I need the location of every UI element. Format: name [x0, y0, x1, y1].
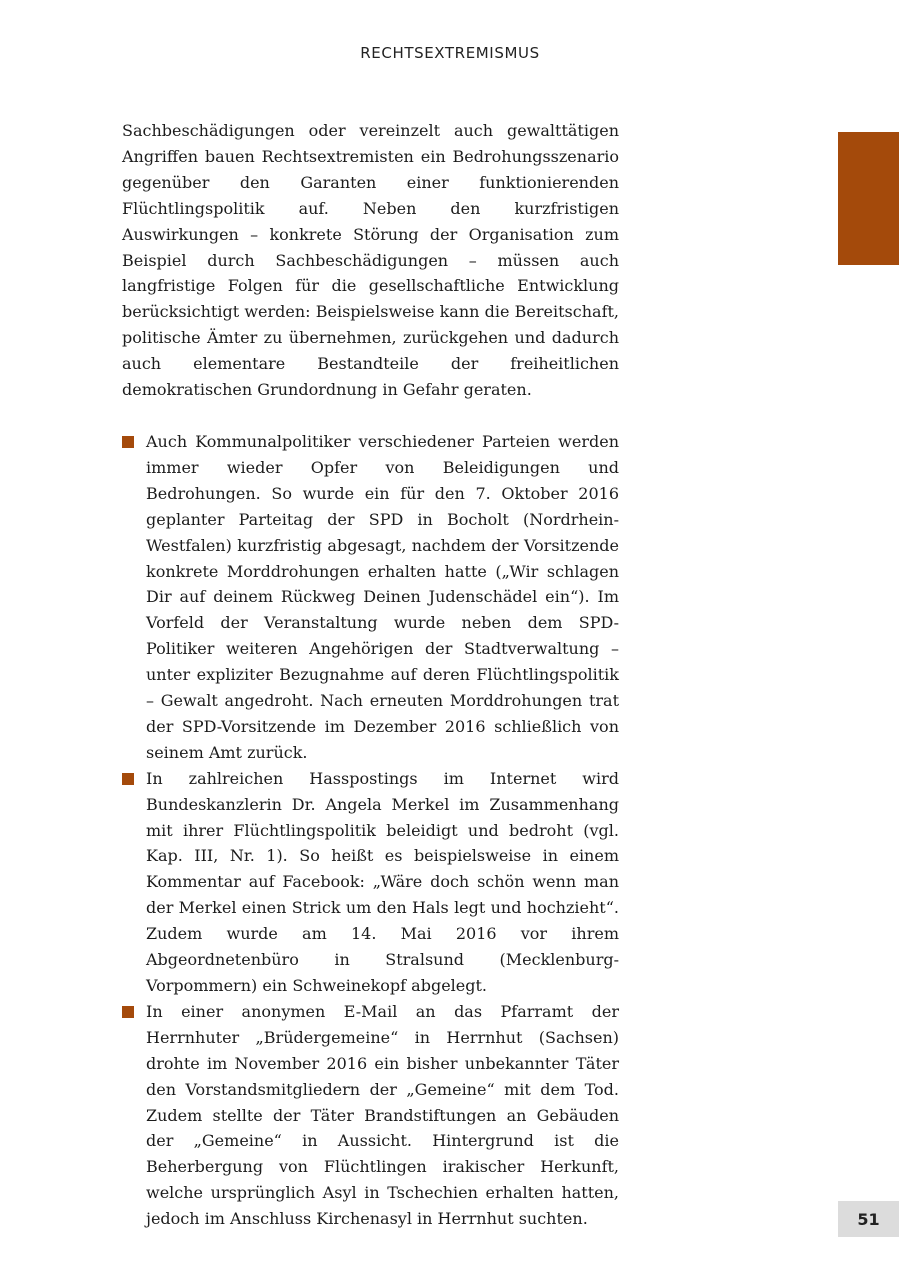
intro-paragraph: Sachbeschädigungen oder vereinzelt auch gewalttätigen Angriffen bauen Rechtsextremisten ein Bedrohungsszenario gegenüber den Garanten einer funktionierenden Flüchtlingspolitik auf. Neben den kurzfristigen Auswirkungen – konkrete Störung der Organisation zum Beispiel durch Sachbeschädigungen – müssen auch langfristige Folgen für die gesellschaftliche Entwicklung berücksichtigt werden: Beispielsweise kann die Bereitschaft, politische Ämter zu übernehmen, zurückgehen und dadurch auch elementare Bestandteile der freiheitlichen demokratischen Grundordnung in Gefahr geraten.	[122, 121, 619, 400]
list-item-text: In einer anonymen E-Mail an das Pfarramt der Herrnhuter „Brüdergemeine“ in Herrnhut (Sachsen) drohte im November 2016 ein bisher unbekannter Täter den Vorstandsmitgliedern der „Gemeine“ mit dem Tod. Zudem stellte der Täter Brandstiftungen an Gebäuden der „Gemeine“ in Aussicht. Hintergrund ist die Beherbergung von Flüchtlingen irakischer Herkunft, welche ursprünglich Asyl in Tschechien erhalten hatten, jedoch im Anschluss Kirchenasyl in Herrnhut suchten.	[146, 1001, 619, 1229]
list-item	[122, 766, 619, 999]
page-number: 51	[838, 1201, 899, 1237]
list-item-text: In zahlreichen Hasspostings im Internet wird Bundeskanzlerin Dr. Angela Merkel im Zusammenhang mit ihrer Flüchtlingspolitik beleidigt und bedroht (vgl. Kap. III, Nr. 1). So heißt es beispielsweise in einem Kommentar auf Facebook: „Wäre doch schön wenn man der Merkel einen Strick um den Hals legt und hochzieht“. Zudem wurde am 14. Mai 2016 vor ihrem Abgeordnetenbüro in Stralsund (Mecklenburg-Vorpommern) ein Schweinekopf abgelegt.	[146, 768, 619, 995]
bullet-list	[122, 429, 619, 1232]
running-header: RECHTSEXTREMISMUS	[360, 44, 540, 62]
chapter-tab-marker	[838, 132, 899, 265]
square-bullet-icon	[122, 773, 134, 785]
list-item-text: Auch Kommunalpolitiker verschiedener Parteien werden immer wieder Opfer von Beleidigungen und Bedrohungen. So wurde ein für den 7. Oktober 2016 geplanter Parteitag der SPD in Bocholt (Nordrhein-Westfalen) kurzfristig abgesagt, nachdem der Vorsitzende konkrete Morddrohungen erhalten hatte („Wir schlagen Dir auf deinem Rückweg Deinen Judenschädel ein“). Im Vorfeld der Veranstaltung wurde neben dem SPD-Politiker weiteren Angehörigen der Stadtverwaltung – unter expliziter Bezugnahme auf deren Flüchtlingspolitik – Gewalt angedroht. Nach erneuten Morddrohungen trat der SPD-Vorsitzende im Dezember 2016 schließlich von seinem Amt zurück.	[146, 431, 619, 762]
square-bullet-icon	[122, 436, 134, 448]
list-item	[122, 429, 619, 766]
list-item	[122, 999, 619, 1232]
square-bullet-icon	[122, 1006, 134, 1018]
main-content	[122, 118, 619, 1232]
